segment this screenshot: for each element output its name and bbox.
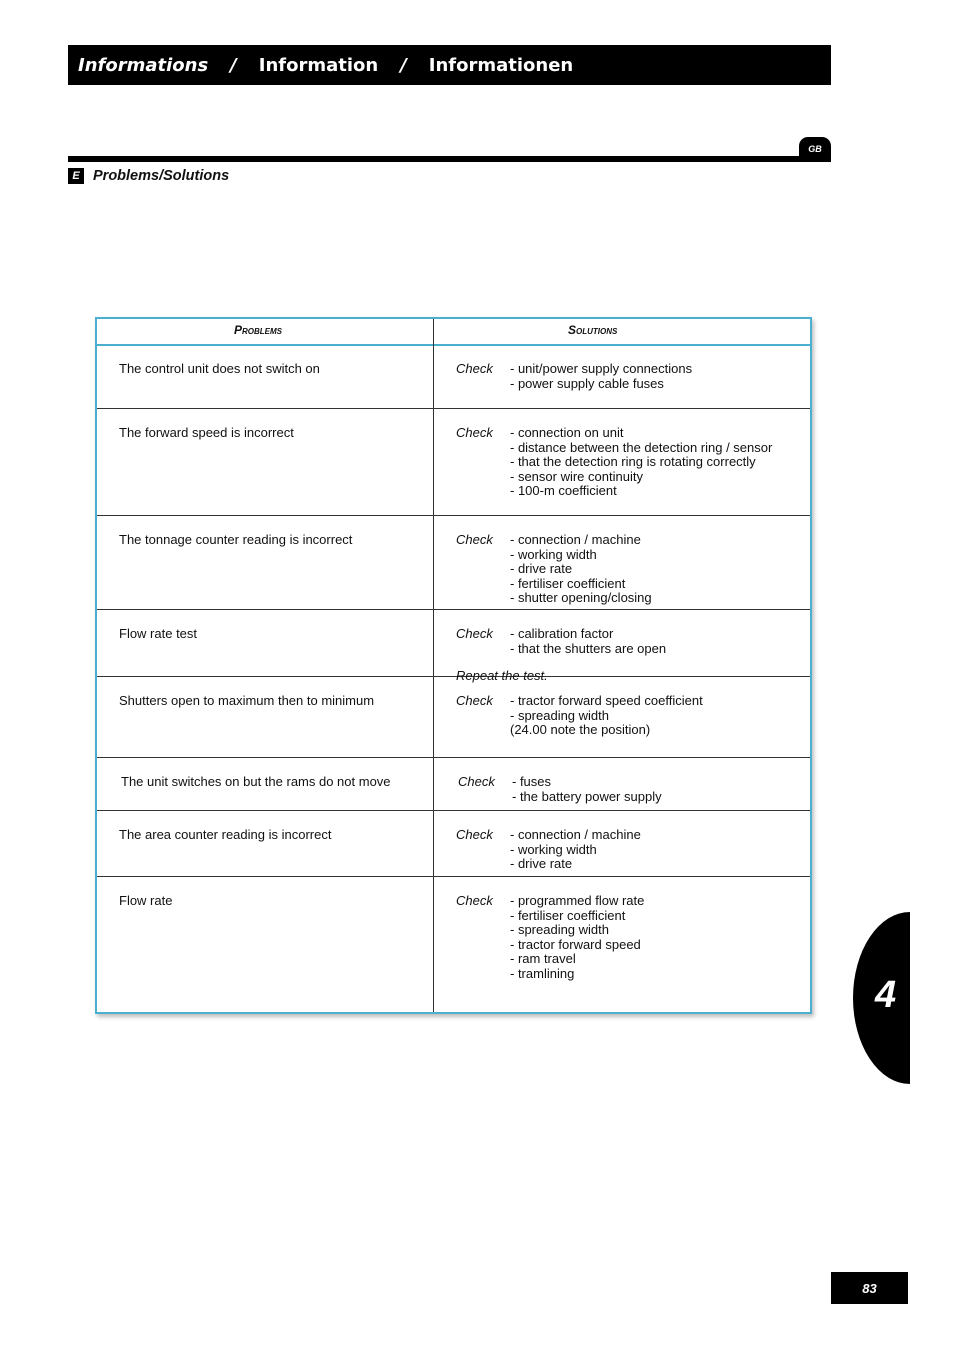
page-number: 83 bbox=[831, 1272, 908, 1304]
column-header-problems: Problems bbox=[234, 323, 283, 337]
solution-item: - ram travel bbox=[510, 951, 576, 967]
solution-item: - unit/power supply connections bbox=[510, 361, 693, 376]
solution-item: - calibration factor bbox=[510, 626, 614, 641]
section-title: Problems/Solutions bbox=[93, 168, 230, 184]
check-label: Check bbox=[456, 626, 493, 641]
solution-item: - that the shutters are open bbox=[510, 640, 667, 656]
section-heading bbox=[68, 168, 229, 184]
solution-list bbox=[510, 627, 666, 656]
problem-cell: The area counter reading is incorrect bbox=[119, 827, 332, 842]
table-row bbox=[97, 810, 810, 877]
solution-item: - connection / machine bbox=[510, 532, 641, 547]
solution-item: - working width bbox=[510, 546, 597, 562]
solution-item: - 100-m coefficient bbox=[510, 483, 617, 499]
column-header-solutions: Solutions bbox=[568, 323, 618, 337]
section-marker: E bbox=[68, 168, 84, 184]
check-label: Check bbox=[456, 361, 493, 376]
solution-note: Repeat the test. bbox=[456, 668, 548, 683]
solution-list bbox=[510, 426, 772, 499]
header-title-fr: Informations bbox=[78, 54, 209, 76]
header-title-en: Information bbox=[258, 54, 379, 76]
problem-cell: The unit switches on but the rams do not move bbox=[121, 774, 391, 789]
solution-item: - spreading width bbox=[510, 922, 609, 938]
chapter-tab bbox=[853, 912, 910, 1084]
solution-item: (24.00 note the position) bbox=[510, 722, 651, 738]
solution-item: - drive rate bbox=[510, 561, 573, 577]
problem-cell: The forward speed is incorrect bbox=[119, 425, 294, 440]
problem-cell: Flow rate bbox=[119, 893, 173, 908]
solution-list bbox=[510, 362, 692, 391]
check-label: Check bbox=[456, 532, 493, 547]
solution-item: - drive rate bbox=[510, 856, 573, 872]
check-label: Check bbox=[456, 425, 493, 440]
language-badge: GB bbox=[799, 137, 831, 161]
chapter-number: 4 bbox=[875, 974, 897, 1016]
table-row bbox=[97, 876, 810, 1014]
check-label: Check bbox=[456, 827, 493, 842]
solution-list bbox=[510, 694, 703, 738]
solution-item: - fertiliser coefficient bbox=[510, 907, 626, 923]
solution-item: - programmed flow rate bbox=[510, 893, 645, 908]
problems-solutions-table bbox=[95, 317, 812, 1014]
header-separator: / bbox=[400, 54, 407, 76]
solution-item: - working width bbox=[510, 841, 597, 857]
table-row bbox=[97, 609, 810, 683]
check-label: Check bbox=[456, 893, 493, 908]
table-header bbox=[97, 319, 810, 346]
solution-item: - sensor wire continuity bbox=[510, 468, 643, 484]
problem-cell: The tonnage counter reading is incorrect bbox=[119, 532, 353, 547]
check-label: Check bbox=[456, 693, 493, 708]
solution-list bbox=[510, 828, 641, 872]
solution-list bbox=[512, 775, 662, 804]
solution-list bbox=[510, 533, 652, 606]
solution-item: - the battery power supply bbox=[512, 788, 662, 804]
header-title-de: Informationen bbox=[428, 54, 574, 76]
solution-item: - fuses bbox=[512, 774, 552, 789]
section-rule bbox=[68, 156, 831, 162]
solution-item: - tractor forward speed coefficient bbox=[510, 693, 703, 708]
solution-item: - distance between the detection ring / sensor bbox=[510, 439, 773, 455]
table-row bbox=[97, 515, 810, 610]
solution-list bbox=[510, 894, 644, 982]
solution-item: - shutter opening/closing bbox=[510, 590, 652, 606]
problem-cell: Flow rate test bbox=[119, 626, 198, 641]
solution-item: - fertiliser coefficient bbox=[510, 575, 626, 591]
table-row bbox=[97, 408, 810, 516]
solution-item: - that the detection ring is rotating correctly bbox=[510, 454, 756, 470]
problem-cell: The control unit does not switch on bbox=[119, 361, 320, 376]
problem-cell: Shutters open to maximum then to minimum bbox=[119, 693, 375, 708]
solution-item: - tramlining bbox=[510, 965, 575, 981]
solution-item: - power supply cable fuses bbox=[510, 375, 664, 391]
header-separator: / bbox=[230, 54, 237, 76]
solution-item: - tractor forward speed bbox=[510, 936, 641, 952]
solution-item: - spreading width bbox=[510, 707, 609, 723]
solution-item: - connection on unit bbox=[510, 425, 624, 440]
table-row bbox=[97, 757, 810, 811]
solution-item: - connection / machine bbox=[510, 827, 641, 842]
table-row bbox=[97, 344, 810, 409]
header-bar bbox=[68, 45, 831, 85]
check-label: Check bbox=[458, 774, 495, 789]
table-row bbox=[97, 676, 810, 758]
